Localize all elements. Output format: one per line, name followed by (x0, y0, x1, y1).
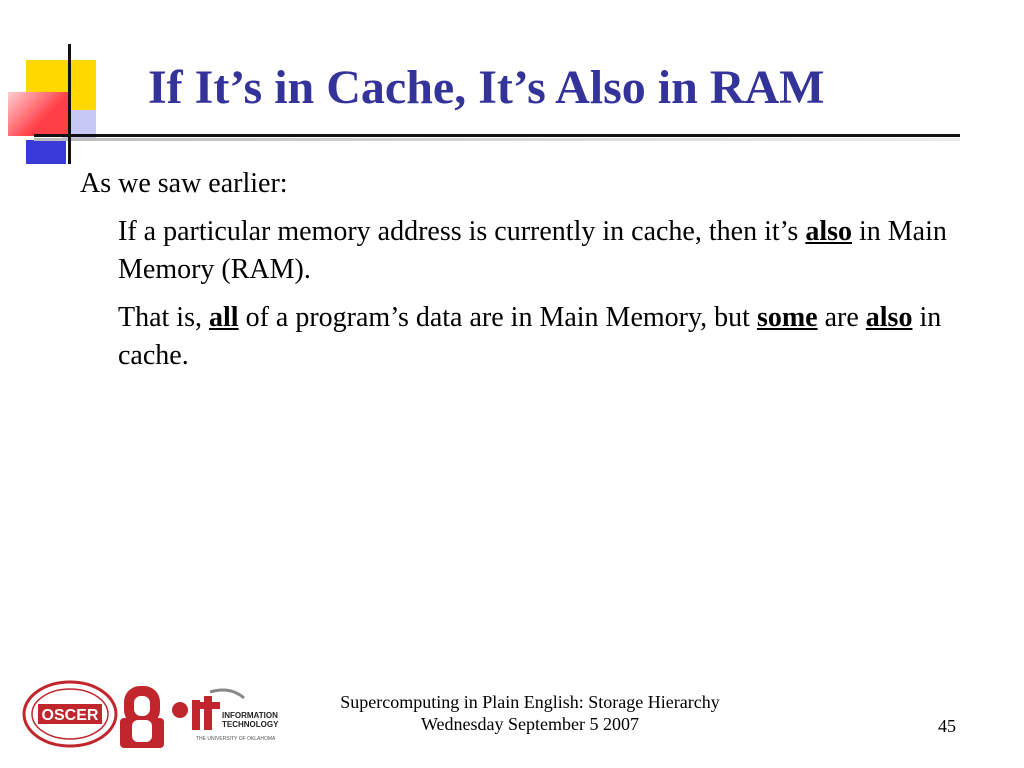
it-logo-university: THE UNIVERSITY OF OKLAHOMA (196, 736, 276, 742)
footer-caption (300, 691, 760, 735)
bullet-text: As we saw earlier: (80, 168, 288, 199)
emphasis-all: all (209, 302, 239, 333)
footer-date: Wednesday September 5 2007 (421, 714, 639, 734)
slide-title: If It’s in Cache, It’s Also in RAM (148, 61, 825, 114)
title-rule (34, 134, 960, 137)
title-rule-shadow (34, 138, 960, 141)
text-run: of a program’s data are in Main Memory, but (238, 302, 757, 333)
ou-logo (118, 684, 166, 750)
slide-body (80, 165, 960, 375)
decor-vertical-line (68, 44, 71, 164)
text-run: That is, (118, 302, 209, 333)
text-run: are (817, 302, 866, 333)
information-technology-logo (170, 688, 288, 744)
page-number: 45 (938, 716, 956, 736)
decor-red-highlight (8, 92, 70, 136)
oscer-logo (22, 680, 118, 748)
bullet-level1 (80, 165, 960, 203)
text-run: in Main Memory (RAM). (118, 216, 947, 285)
bullet-level2-data (118, 299, 960, 375)
it-logo-line1: INFORMATION (222, 711, 278, 720)
text-run: in cache. (118, 302, 942, 371)
decor-blue-square (26, 140, 66, 164)
emphasis-some: some (756, 302, 818, 333)
text-run: If a particular memory address is currently in cache, then it’s (118, 216, 806, 247)
footer-course-title: Supercomputing in Plain English: Storage Hierarchy (340, 692, 720, 712)
it-logo-line2: TECHNOLOGY (222, 720, 279, 729)
oscer-logo-text: OSCER (41, 707, 99, 724)
bullet-level2-cache (118, 213, 960, 289)
emphasis-also: also (805, 216, 852, 247)
emphasis-also: also (865, 302, 913, 333)
